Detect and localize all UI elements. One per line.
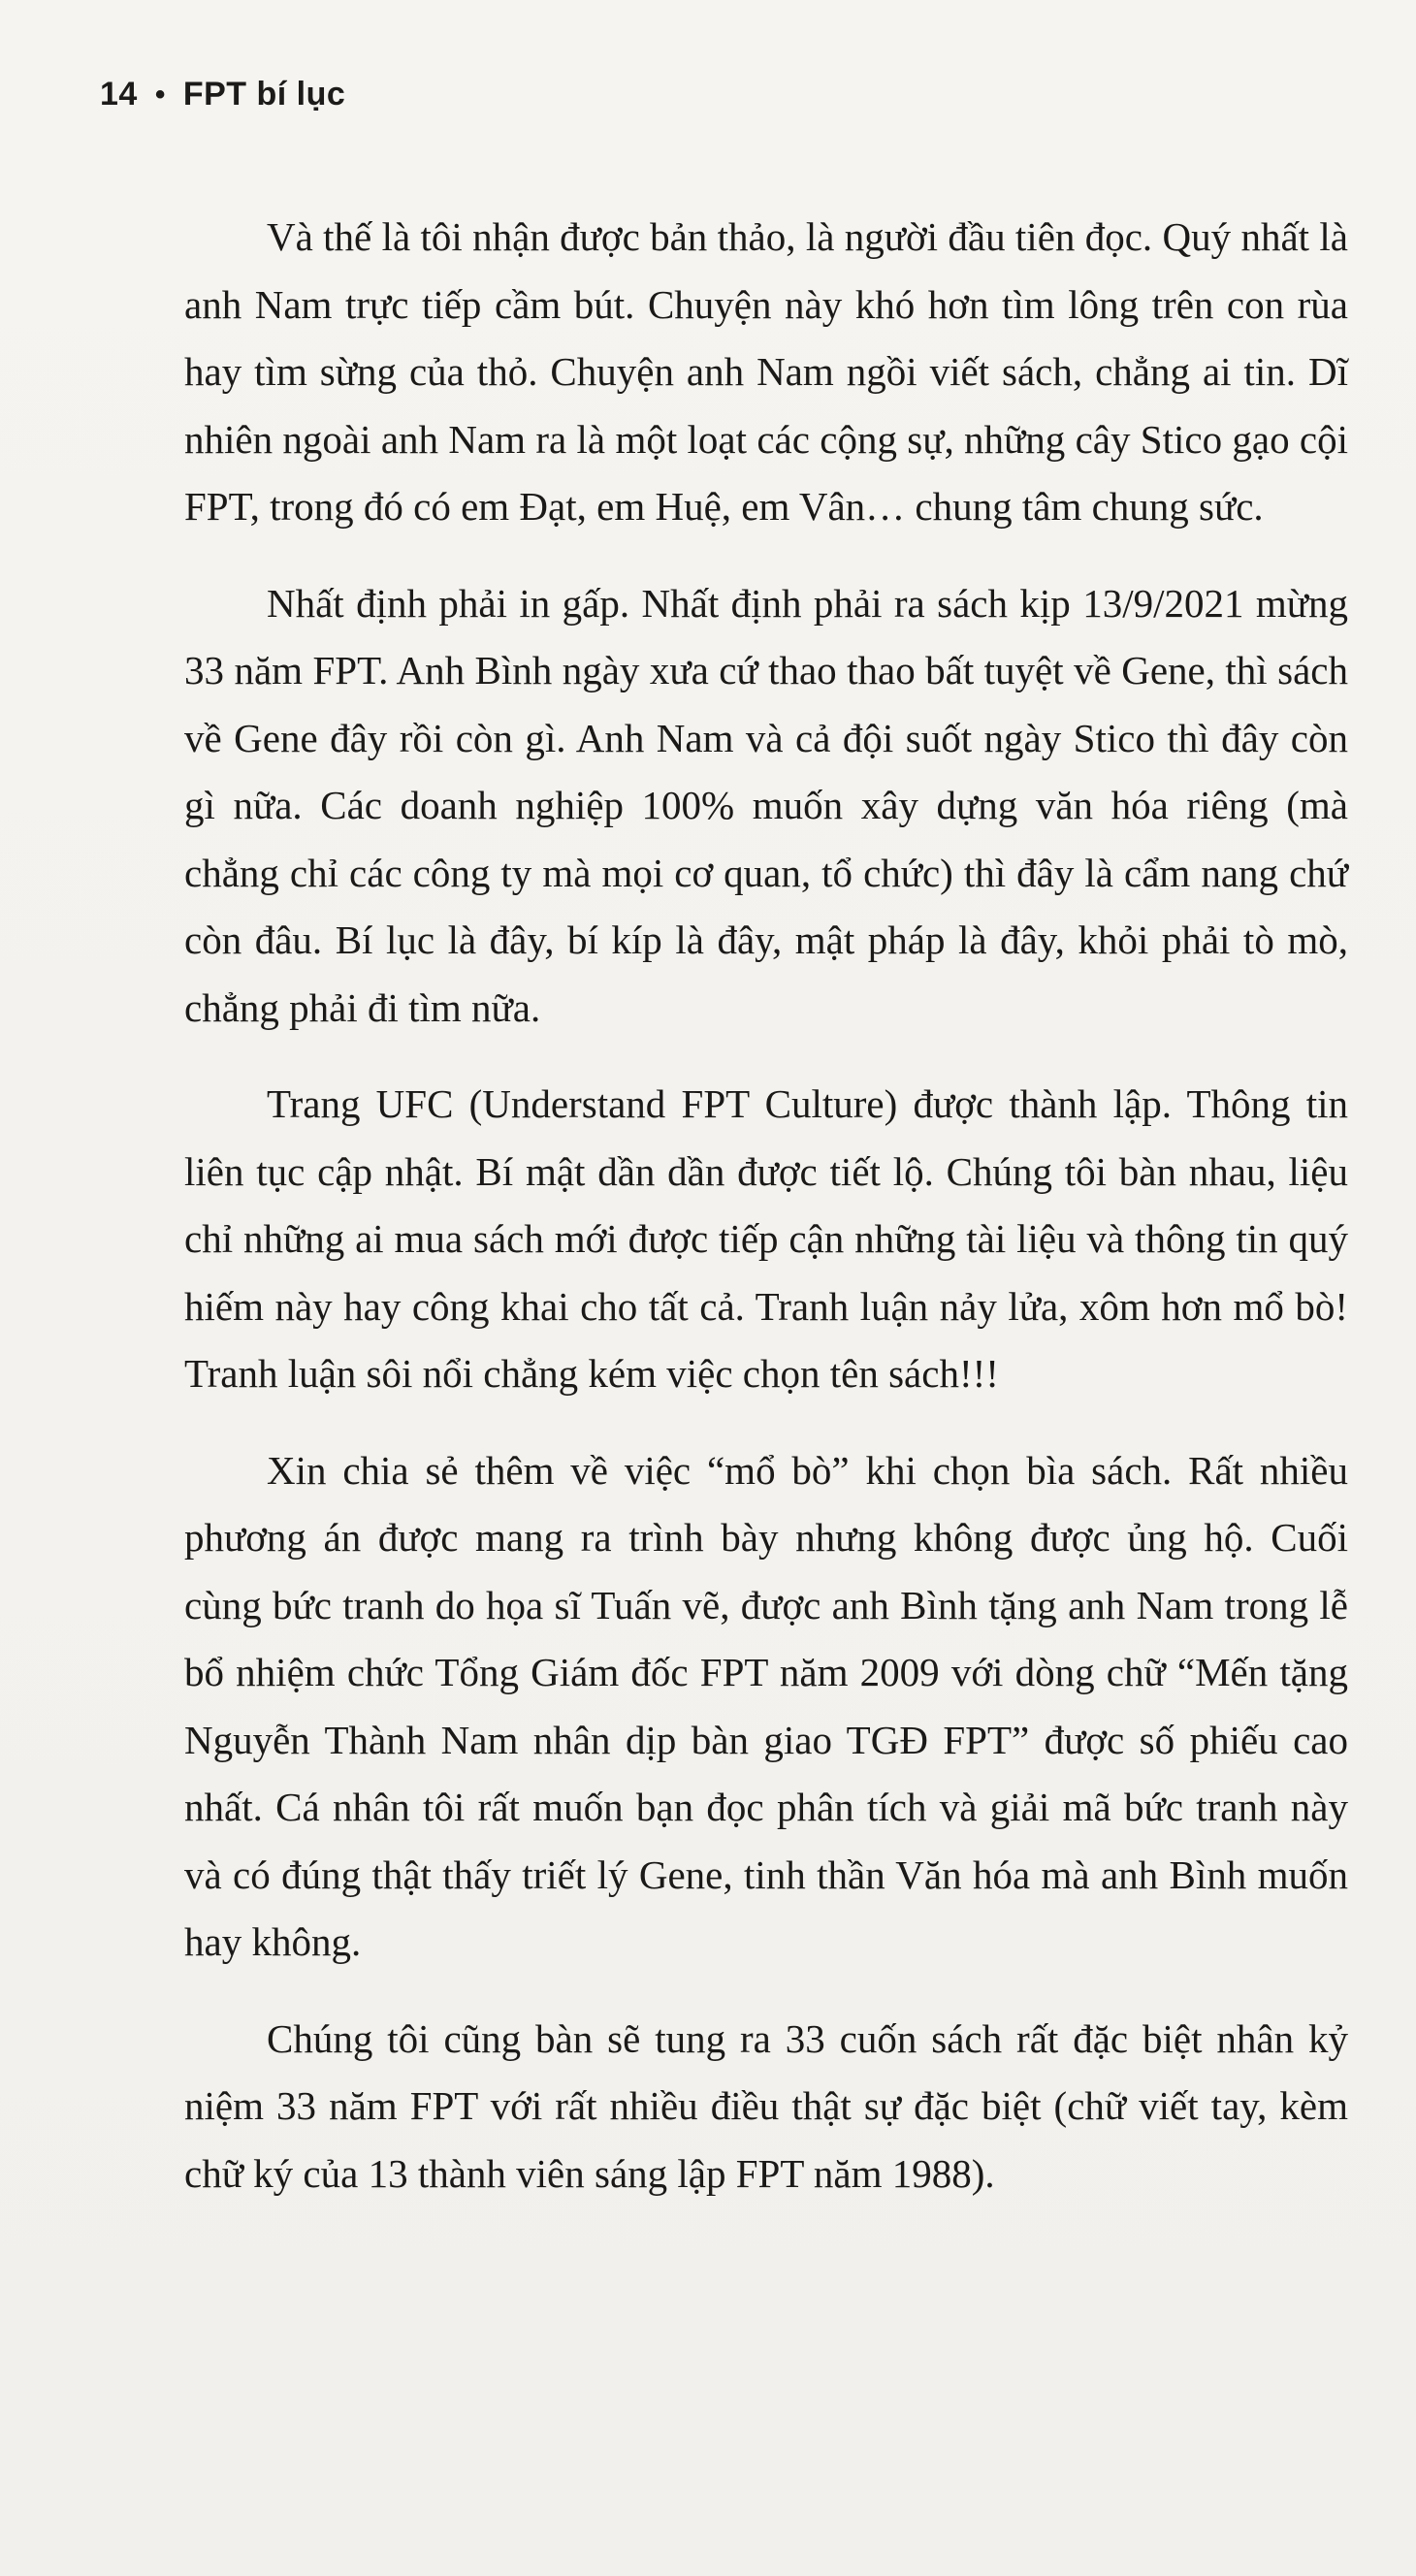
- header-separator: •: [154, 78, 166, 111]
- body-text: [184, 204, 1348, 2207]
- paragraph-2: Nhất định phải in gấp. Nhất định phải ra sách kịp 13/9/2021 mừng 33 năm FPT. Anh Bình ngày xưa cứ thao thao bất tuyệt về Gene, thì sách về Gene đây rồi còn gì. Anh Nam và cả đội suốt ngày Stico thì đây còn gì nữa. Các doanh nghiệp 100% muốn xây dựng văn hóa riêng (mà chẳng chỉ các công ty mà mọi cơ quan, tổ chức) thì đây là cẩm nang chứ còn đâu. Bí lục là đây, bí kíp là đây, mật pháp là đây, khỏi phải tò mò, chẳng phải đi tìm nữa.: [184, 580, 1348, 1030]
- running-head: [100, 76, 345, 113]
- paragraph-5: Chúng tôi cũng bàn sẽ tung ra 33 cuốn sách rất đặc biệt nhân kỷ niệm 33 năm FPT với rất nhiều điều thật sự đặc biệt (chữ viết tay, kèm chữ ký của 13 thành viên sáng lập FPT năm 1988).: [184, 2015, 1348, 2196]
- paragraph-1: Và thế là tôi nhận được bản thảo, là người đầu tiên đọc. Quý nhất là anh Nam trực tiếp cầm bút. Chuyện này khó hơn tìm lông trên con rùa hay tìm sừng của thỏ. Chuyện anh Nam ngồi viết sách, chẳng ai tin. Dĩ nhiên ngoài anh Nam ra là một loạt các cộng sự, những cây Stico gạo cội FPT, trong đó có em Đạt, em Huệ, em Vân… chung tâm chung sức.: [184, 214, 1348, 529]
- page-number: 14: [100, 76, 138, 113]
- book-title: FPT bí lục: [182, 76, 346, 113]
- paragraph-4: Xin chia sẻ thêm về việc “mổ bò” khi chọn bìa sách. Rất nhiều phương án được mang ra trình bày nhưng không được ủng hộ. Cuối cùng bức tranh do họa sĩ Tuấn vẽ, được anh Bình tặng anh Nam trong lễ bổ nhiệm chức Tổng Giám đốc FPT năm 2009 với dòng chữ “Mến tặng Nguyễn Thành Nam nhân dịp bàn giao TGĐ FPT” được số phiếu cao nhất. Cá nhân tôi rất muốn bạn đọc phân tích và giải mã bức tranh này và có đúng thật thấy triết lý Gene, tinh thần Văn hóa mà anh Bình muốn hay không.: [184, 1447, 1348, 1964]
- paragraph-3: Trang UFC (Understand FPT Culture) được thành lập. Thông tin liên tục cập nhật. Bí mật dần dần được tiết lộ. Chúng tôi bàn nhau, liệu chỉ những ai mua sách mới được tiếp cận những tài liệu và thông tin quý hiếm này hay công khai cho tất cả. Tranh luận nảy lửa, xôm hơn mổ bò! Tranh luận sôi nổi chẳng kém việc chọn tên sách!!!: [184, 1081, 1348, 1396]
